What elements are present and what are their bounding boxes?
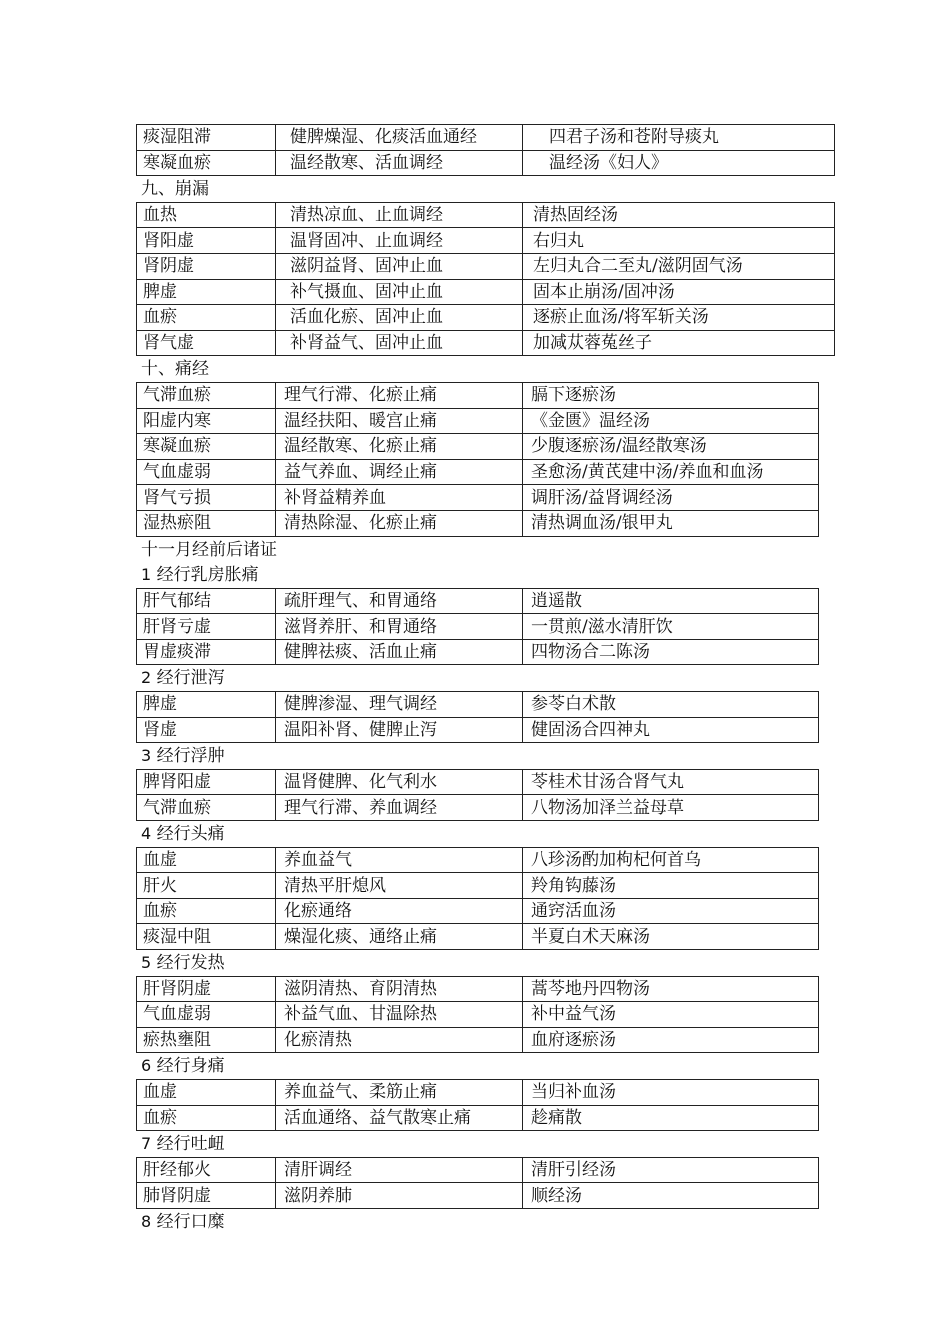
syndrome-table — [136, 1157, 819, 1209]
table-row — [137, 459, 819, 485]
syndrome-cell: 血热 — [137, 202, 276, 228]
treatment-cell: 温经散寒、化瘀止痛 — [276, 434, 523, 460]
syndrome-cell: 瘀热壅阻 — [137, 1027, 276, 1053]
syndrome-table — [136, 769, 819, 821]
section-number: 8 — [141, 1211, 152, 1231]
table-row — [137, 434, 819, 460]
syndrome-cell: 血瘀 — [137, 1105, 276, 1131]
table-row — [137, 1027, 819, 1053]
formula-cell: 四物汤合二陈汤 — [523, 639, 819, 665]
section-heading: 十一月经前后诸证 — [141, 539, 277, 560]
treatment-cell: 滋阴养肺 — [276, 1183, 523, 1209]
treatment-cell: 滋阴清热、育阴清热 — [276, 976, 523, 1002]
syndrome-cell: 肾虚 — [137, 717, 276, 743]
formula-cell: 清热调血汤/银甲丸 — [523, 510, 819, 536]
section-heading: 7 经行吐衄 — [141, 1134, 225, 1155]
table-row — [137, 692, 819, 718]
table-row — [137, 382, 819, 408]
formula-cell: 圣愈汤/黄芪建中汤/养血和血汤 — [523, 459, 819, 485]
treatment-cell: 温经散寒、活血调经 — [276, 150, 523, 176]
treatment-cell: 温阳补肾、健脾止泻 — [276, 717, 523, 743]
table-row — [137, 769, 819, 795]
formula-cell: 苓桂术甘汤合肾气丸 — [523, 769, 819, 795]
table-row — [137, 588, 819, 614]
formula-cell: 参苓白术散 — [523, 692, 819, 718]
section-heading: 九、崩漏 — [141, 179, 209, 200]
formula-cell: 当归补血汤 — [523, 1079, 819, 1105]
table-row — [137, 1157, 819, 1183]
table-row — [137, 202, 835, 228]
treatment-cell: 疏肝理气、和胃通络 — [276, 588, 523, 614]
syndrome-cell: 血瘀 — [137, 898, 276, 924]
syndrome-cell: 痰湿中阻 — [137, 924, 276, 950]
table-row — [137, 485, 819, 511]
section-heading: 1 经行乳房胀痛 — [141, 565, 259, 586]
document-body — [136, 124, 834, 1235]
treatment-cell: 理气行滞、化瘀止痛 — [276, 382, 523, 408]
section-heading: 十、痛经 — [141, 359, 209, 380]
syndrome-cell: 阳虚内寒 — [137, 408, 276, 434]
treatment-cell: 健脾祛痰、活血止痛 — [276, 639, 523, 665]
table-row — [137, 1183, 819, 1209]
table-row — [137, 898, 819, 924]
formula-cell: 《金匮》温经汤 — [523, 408, 819, 434]
table-row — [137, 305, 835, 331]
table-row — [137, 976, 819, 1002]
treatment-cell: 燥湿化痰、通络止痛 — [276, 924, 523, 950]
treatment-cell: 补气摄血、固冲止血 — [276, 279, 523, 305]
treatment-cell: 养血益气 — [276, 847, 523, 873]
section-number: 2 — [141, 668, 152, 688]
syndrome-cell: 脾肾阳虚 — [137, 769, 276, 795]
formula-cell: 羚角钩藤汤 — [523, 873, 819, 899]
treatment-cell: 养血益气、柔筋止痛 — [276, 1079, 523, 1105]
formula-cell: 八珍汤酌加枸杞何首乌 — [523, 847, 819, 873]
treatment-cell: 活血通络、益气散寒止痛 — [276, 1105, 523, 1131]
syndrome-cell: 肺肾阴虚 — [137, 1183, 276, 1209]
table-row — [137, 924, 819, 950]
section-number: 6 — [141, 1056, 152, 1076]
treatment-cell: 益气养血、调经止痛 — [276, 459, 523, 485]
syndrome-cell: 气滞血瘀 — [137, 795, 276, 821]
section-number: 5 — [141, 953, 152, 972]
syndrome-cell: 血虚 — [137, 847, 276, 873]
syndrome-cell: 肾气虚 — [137, 330, 276, 356]
syndrome-cell: 肝火 — [137, 873, 276, 899]
treatment-cell: 化瘀通络 — [276, 898, 523, 924]
table-row — [137, 279, 835, 305]
syndrome-cell: 脾虚 — [137, 279, 276, 305]
syndrome-table — [136, 691, 819, 743]
section-number: 3 — [141, 746, 152, 766]
treatment-cell: 活血化瘀、固冲止血 — [276, 305, 523, 331]
formula-cell: 血府逐瘀汤 — [523, 1027, 819, 1053]
formula-cell: 温经汤《妇人》 — [523, 150, 835, 176]
syndrome-table — [136, 202, 835, 357]
syndrome-table — [136, 1079, 819, 1131]
table-row — [137, 614, 819, 640]
treatment-cell: 补肾益气、固冲止血 — [276, 330, 523, 356]
treatment-cell: 健脾燥湿、化痰活血通经 — [276, 125, 523, 151]
syndrome-cell: 肾阴虚 — [137, 253, 276, 279]
table-row — [137, 639, 819, 665]
table-row — [137, 253, 835, 279]
table-row — [137, 1002, 819, 1028]
formula-cell: 蒿芩地丹四物汤 — [523, 976, 819, 1002]
treatment-cell: 清肝调经 — [276, 1157, 523, 1183]
table-row — [137, 510, 819, 536]
formula-cell: 逍遥散 — [523, 588, 819, 614]
formula-cell: 趁痛散 — [523, 1105, 819, 1131]
syndrome-cell: 脾虚 — [137, 692, 276, 718]
table-row — [137, 150, 835, 176]
syndrome-cell: 血虚 — [137, 1079, 276, 1105]
formula-cell: 右归丸 — [523, 228, 835, 254]
formula-cell: 健固汤合四神丸 — [523, 717, 819, 743]
treatment-cell: 补肾益精养血 — [276, 485, 523, 511]
table-row — [137, 717, 819, 743]
formula-cell: 清肝引经汤 — [523, 1157, 819, 1183]
table-row — [137, 125, 835, 151]
syndrome-cell: 气血虚弱 — [137, 1002, 276, 1028]
syndrome-table — [136, 588, 819, 666]
syndrome-cell: 气血虚弱 — [137, 459, 276, 485]
formula-cell: 少腹逐瘀汤/温经散寒汤 — [523, 434, 819, 460]
syndrome-cell: 血瘀 — [137, 305, 276, 331]
table-row — [137, 330, 835, 356]
formula-cell: 左归丸合二至丸/滋阴固气汤 — [523, 253, 835, 279]
section-heading: 6 经行身痛 — [141, 1056, 225, 1077]
table-row — [137, 1079, 819, 1105]
section-heading: 8 经行口糜 — [141, 1211, 225, 1232]
formula-cell: 四君子汤和苍附导痰丸 — [523, 125, 835, 151]
formula-cell: 补中益气汤 — [523, 1002, 819, 1028]
treatment-cell: 化瘀清热 — [276, 1027, 523, 1053]
section-heading: 2 经行泄泻 — [141, 668, 225, 689]
treatment-cell: 健脾渗湿、理气调经 — [276, 692, 523, 718]
syndrome-table — [136, 124, 835, 176]
treatment-cell: 补益气血、甘温除热 — [276, 1002, 523, 1028]
syndrome-cell: 寒凝血瘀 — [137, 150, 276, 176]
formula-cell: 顺经汤 — [523, 1183, 819, 1209]
table-row — [137, 847, 819, 873]
treatment-cell: 清热平肝熄风 — [276, 873, 523, 899]
table-row — [137, 873, 819, 899]
syndrome-cell: 气滞血瘀 — [137, 382, 276, 408]
formula-cell: 逐瘀止血汤/将军斩关汤 — [523, 305, 835, 331]
syndrome-cell: 肝经郁火 — [137, 1157, 276, 1183]
section-number: 1 — [141, 565, 152, 585]
formula-cell: 清热固经汤 — [523, 202, 835, 228]
treatment-cell: 滋肾养肝、和胃通络 — [276, 614, 523, 640]
syndrome-cell: 肾气亏损 — [137, 485, 276, 511]
section-number: 4 — [141, 824, 152, 844]
section-number: 7 — [141, 1134, 152, 1154]
formula-cell: 半夏白术天麻汤 — [523, 924, 819, 950]
table-row — [137, 795, 819, 821]
treatment-cell: 理气行滞、养血调经 — [276, 795, 523, 821]
section-heading: 4 经行头痛 — [141, 824, 225, 845]
formula-cell: 调肝汤/益肾调经汤 — [523, 485, 819, 511]
syndrome-cell: 肝气郁结 — [137, 588, 276, 614]
syndrome-cell: 寒凝血瘀 — [137, 434, 276, 460]
syndrome-table — [136, 976, 819, 1054]
syndrome-cell: 肝肾阴虚 — [137, 976, 276, 1002]
syndrome-table — [136, 847, 819, 950]
formula-cell: 八物汤加泽兰益母草 — [523, 795, 819, 821]
table-row — [137, 228, 835, 254]
syndrome-cell: 肝肾亏虚 — [137, 614, 276, 640]
syndrome-cell: 胃虚痰滞 — [137, 639, 276, 665]
treatment-cell: 清热凉血、止血调经 — [276, 202, 523, 228]
treatment-cell: 清热除湿、化瘀止痛 — [276, 510, 523, 536]
formula-cell: 固本止崩汤/固冲汤 — [523, 279, 835, 305]
syndrome-cell: 湿热瘀阻 — [137, 510, 276, 536]
table-row — [137, 1105, 819, 1131]
section-heading: 5 经行发热 — [141, 953, 225, 973]
table-row — [137, 408, 819, 434]
syndrome-table — [136, 382, 819, 537]
section-heading: 3 经行浮肿 — [141, 746, 225, 767]
syndrome-cell: 肾阳虚 — [137, 228, 276, 254]
treatment-cell: 温经扶阳、暖宫止痛 — [276, 408, 523, 434]
syndrome-cell: 痰湿阻滞 — [137, 125, 276, 151]
formula-cell: 加减苁蓉菟丝子 — [523, 330, 835, 356]
treatment-cell: 温肾健脾、化气利水 — [276, 769, 523, 795]
formula-cell: 膈下逐瘀汤 — [523, 382, 819, 408]
treatment-cell: 滋阴益肾、固冲止血 — [276, 253, 523, 279]
formula-cell: 通窍活血汤 — [523, 898, 819, 924]
formula-cell: 一贯煎/滋水清肝饮 — [523, 614, 819, 640]
treatment-cell: 温肾固冲、止血调经 — [276, 228, 523, 254]
